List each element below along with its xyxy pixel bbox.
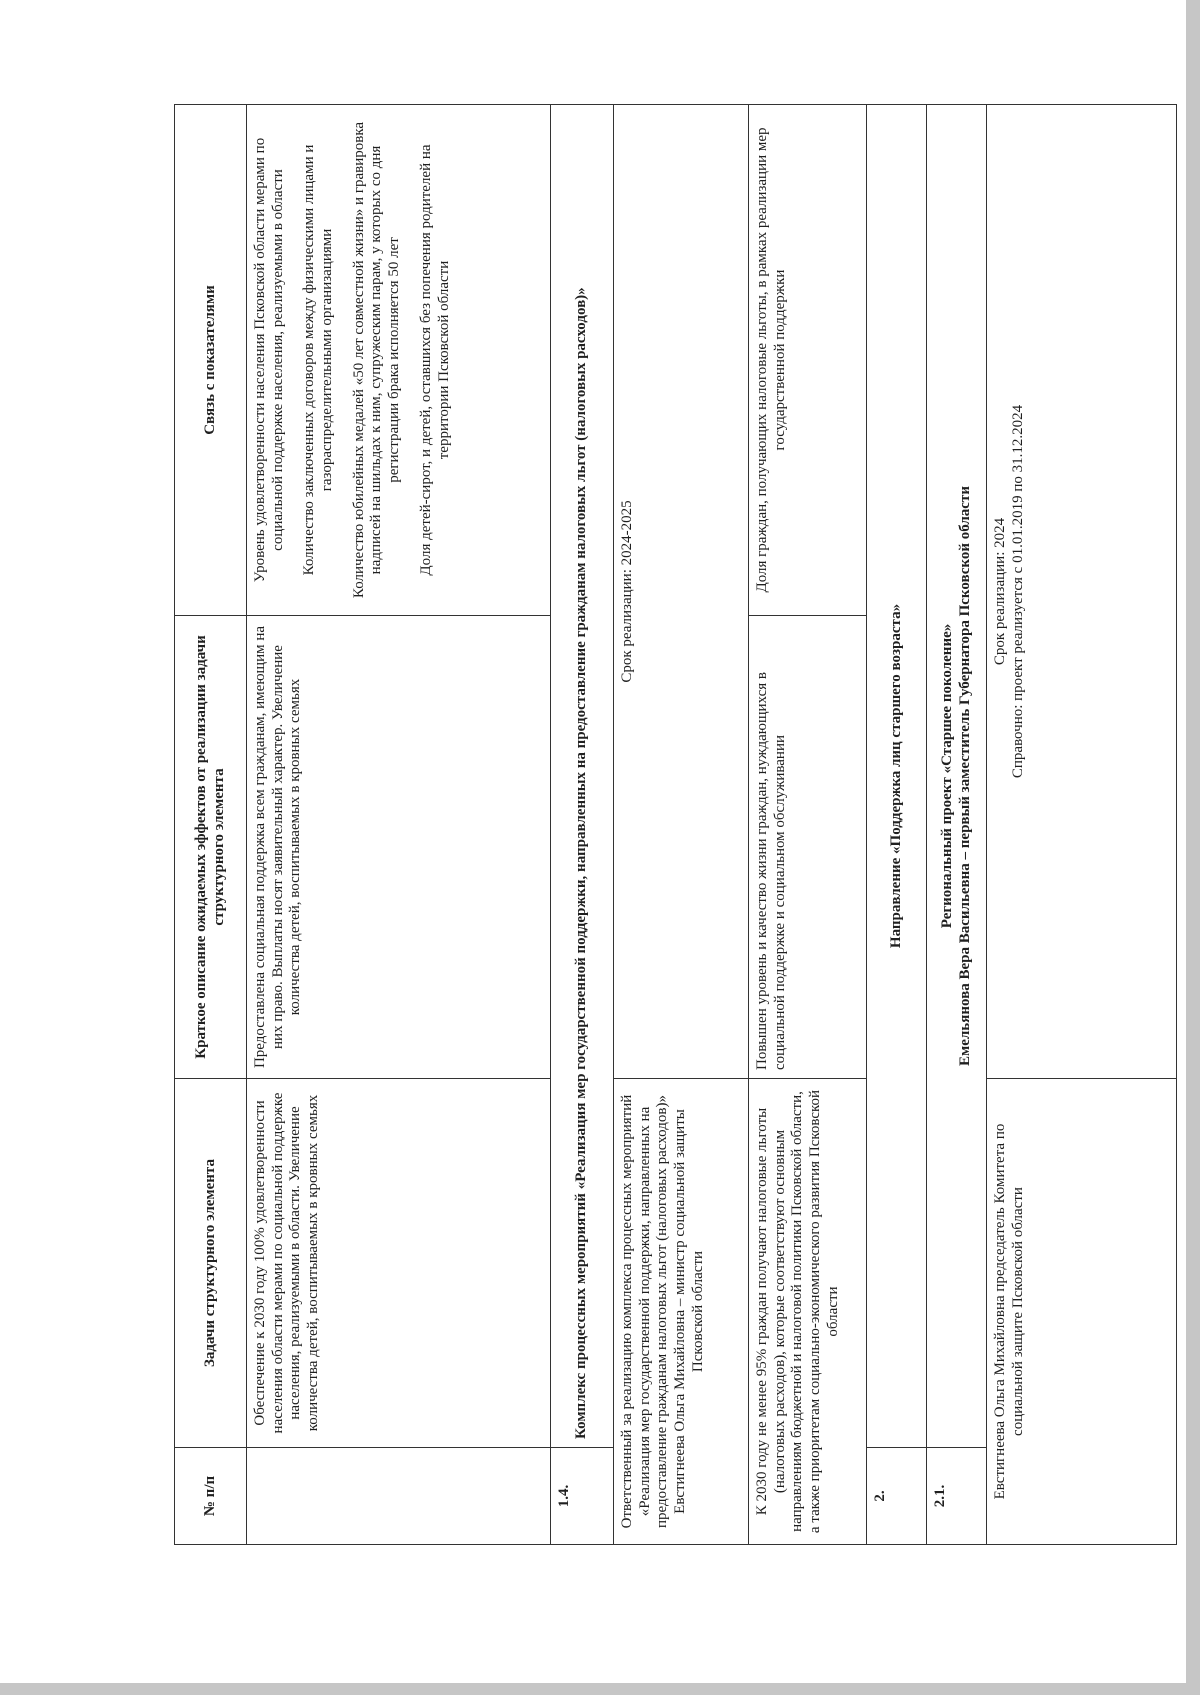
- row21-responsible: Евстигнеева Ольга Михайловна председатель Комитета по социальной защите Псковской области: [987, 1079, 1177, 1545]
- row14-term: Срок реализации: 2024-2025: [614, 105, 749, 1079]
- row2-num: 2.: [867, 1448, 927, 1545]
- row21-title: [927, 105, 987, 1448]
- table-row-1-4-tasks: [749, 105, 867, 1545]
- row1-description: Предоставлена социальная поддержка всем гражданам, имеющим на них право. Выплаты носят заявительный характер. Увеличение количества детей, воспитываемых в кровных семьях: [247, 616, 551, 1079]
- table-row-2-1-title: [927, 105, 987, 1545]
- indicator-item: Уровень удовлетворенности населения Псковской области мерами по социальной поддержке населения, реализуемыми в области: [252, 137, 286, 583]
- structure-table: [174, 104, 1177, 1545]
- row14-task: К 2030 году не менее 95% граждан получают налоговые льготы (налоговых расходов), которые соответствуют основным направлениям бюджетной и налоговой политики Псковской области, а также приоритетам социально-экономического развития Псковской области: [749, 1079, 867, 1545]
- row1-indicators: [247, 105, 551, 616]
- row14-effect: Повышен уровень и качество жизни граждан, нуждающихся в социальной поддержке и социальном обслуживании: [749, 616, 867, 1079]
- row21-title-line2: Емельянова Вера Васильевна – первый заместитель Губернатора Псковской области: [956, 486, 973, 1066]
- row21-term-cell: [987, 105, 1177, 1079]
- row21-term: Срок реализации: 2024: [992, 517, 1008, 666]
- header-description: Краткое описание ожидаемых эффектов от реализации задачи структурного элемента: [175, 616, 247, 1079]
- row2-title: Направление «Поддержка лиц старшего возраста»: [867, 105, 927, 1448]
- table-row-1-4-title: [551, 105, 614, 1545]
- rotated-table-wrapper: [174, 105, 1176, 1545]
- row14-responsible: Ответственный за реализацию комплекса процессных мероприятий «Реализация мер государственной поддержки, направленных на предоставление гражданам налоговых льгот (налоговых расходов)» Евстигнеева Ольга Михайловна – министр социальной защиты Псковской области: [614, 1079, 749, 1545]
- row21-title-line1: Региональный проект «Старшее поколение»: [938, 623, 955, 929]
- row14-indicator: Доля граждан, получающих налоговые льготы, в рамках реализации мер государственной поддержки: [749, 105, 867, 616]
- row21-ref: Справочно: проект реализуется с 01.01.2019 по 31.12.2024: [1009, 404, 1026, 779]
- header-link: Связь с показателями: [175, 105, 247, 616]
- row14-num: 1.4.: [551, 1448, 614, 1545]
- table-row-1: [247, 105, 551, 1545]
- row21-num: 2.1.: [927, 1448, 987, 1545]
- header-row: [175, 105, 247, 1545]
- indicator-item: Доля детей-сирот, и детей, оставшихся без попечения родителей на территории Псковской области: [417, 144, 452, 576]
- indicator-item: Количество заключенных договоров между физическими лицами и газораспределительными организациями: [301, 144, 336, 576]
- row1-num: [247, 1448, 551, 1545]
- row1-tasks: Обеспечение к 2030 году 100% удовлетворенности населения области мерами по социальной поддержке населения, реализуемыми в области. Увеличение количества детей, воспитываемых в кровных семьях: [247, 1079, 551, 1448]
- table-row-2-1-responsible: [987, 105, 1177, 1545]
- table-row-1-4-responsible: [614, 105, 749, 1545]
- header-tasks: Задачи структурного элемента: [175, 1079, 247, 1448]
- row14-title: Комплекс процессных мероприятий «Реализация мер государственной поддержки, направленных на предоставление гражданам налоговых льгот (налоговых расходов)»: [551, 105, 614, 1448]
- indicator-item: Количество юбилейных медалей «50 лет совместной жизни» и гравировка надписей на шильдах к ним, супружеским парам, у которых со дня регистрации брака исполняется 50 лет: [350, 121, 403, 599]
- table-row-2: [867, 105, 927, 1545]
- header-num: № п/п: [175, 1448, 247, 1545]
